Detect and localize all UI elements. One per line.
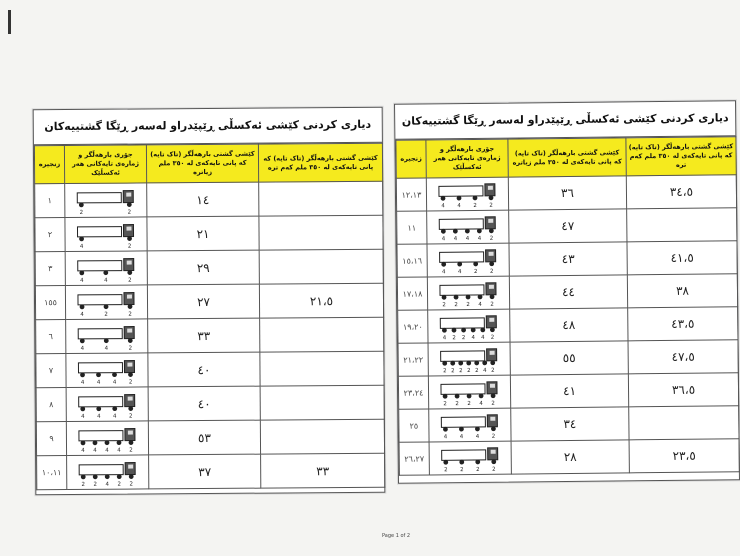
row-truck-type — [66, 387, 148, 422]
svg-text:4: 4 — [456, 203, 461, 210]
row-weight-over: ٤٠ — [148, 386, 260, 421]
row-weight-over: ٤٣ — [509, 242, 627, 276]
table-row — [398, 373, 738, 410]
svg-text:2: 2 — [443, 467, 448, 474]
svg-text:4: 4 — [79, 243, 83, 250]
table-row — [397, 274, 737, 311]
table-row — [399, 406, 739, 443]
truck-semi-4-442-icon — [76, 390, 138, 418]
row-truck-type — [429, 441, 511, 475]
truck-trailer-22-2-42-icon — [437, 279, 499, 308]
row-serial: ١٥٥ — [35, 286, 65, 320]
svg-text:2: 2 — [442, 368, 447, 375]
row-serial: ٧ — [36, 354, 66, 388]
svg-text:2: 2 — [490, 334, 494, 341]
right-sheet — [394, 100, 740, 484]
truck-trailer-2222-42-icon — [438, 345, 500, 374]
svg-text:2: 2 — [472, 202, 477, 209]
header-weight-over: کێشی گشتی بارهەڵگر (تاک تایە) کە پانی تایەکەی لە ٣٥٠ ملم زیاترە — [508, 138, 626, 177]
row-weight-over: ٣٤ — [511, 407, 629, 441]
table-row — [398, 307, 738, 344]
svg-text:2: 2 — [103, 311, 108, 318]
row-truck-type — [65, 217, 147, 252]
header-truck-type: جۆری بارهەڵگر و ژمارەی تایەکانی هەر ئەکسڵێک — [426, 139, 508, 178]
row-weight-over: ٤١ — [510, 374, 628, 408]
svg-text:2: 2 — [442, 401, 447, 408]
table-row — [37, 453, 385, 489]
table-row — [36, 385, 384, 421]
row-weight-over: ٤٨ — [510, 308, 628, 342]
svg-text:4: 4 — [478, 400, 483, 407]
row-weight-over: ٤٠ — [148, 352, 260, 387]
svg-text:2: 2 — [450, 368, 455, 375]
row-serial: ١ — [35, 184, 65, 218]
row-serial: ٨ — [36, 387, 66, 421]
row-serial: ١١ — [397, 211, 427, 244]
svg-text:4: 4 — [477, 301, 482, 308]
row-weight-under — [260, 419, 384, 454]
row-weight-over: ٢١ — [147, 216, 259, 251]
svg-text:2: 2 — [128, 413, 133, 420]
row-serial: ٢٥ — [399, 409, 429, 442]
truck-4axle-4-4-2-icon — [76, 322, 138, 350]
svg-text:4: 4 — [112, 379, 116, 386]
row-weight-under — [260, 385, 384, 420]
row-truck-type — [66, 319, 148, 354]
row-weight-under — [627, 208, 737, 242]
svg-text:2: 2 — [128, 447, 133, 454]
truck-2axle-4-2-icon — [75, 220, 137, 248]
svg-text:2: 2 — [81, 481, 85, 488]
row-weight-over: ٢٨ — [511, 440, 629, 474]
truck-semi-4-422-icon — [436, 180, 498, 209]
row-truck-type — [67, 455, 149, 490]
header-weight-over: کێشی گشتی بارهەڵگر (تاک تایە) کە پانی تایەکەی لە ٣٥٠ ملم زیاترە — [146, 144, 258, 183]
truck-semi-222-2-icon — [439, 444, 501, 473]
svg-text:4: 4 — [103, 277, 108, 284]
row-serial: ١٢،١٣ — [396, 178, 426, 211]
svg-text:4: 4 — [105, 481, 109, 488]
svg-text:4: 4 — [80, 345, 84, 352]
svg-text:2: 2 — [127, 209, 131, 216]
svg-text:2: 2 — [491, 466, 496, 473]
svg-text:4: 4 — [79, 277, 84, 284]
svg-text:2: 2 — [473, 268, 478, 275]
row-weight-under: ٤٣،٥ — [628, 307, 738, 341]
svg-text:2: 2 — [459, 467, 464, 474]
row-weight-over: ٤٤ — [509, 275, 627, 309]
row-truck-type — [66, 353, 148, 388]
row-weight-under — [260, 317, 384, 352]
svg-text:4: 4 — [96, 379, 100, 386]
truck-3axle-4-4-2-icon — [75, 254, 137, 282]
table-row — [36, 351, 384, 387]
row-weight-over: ٣٦ — [508, 176, 626, 210]
svg-text:2: 2 — [128, 345, 132, 352]
svg-text:4: 4 — [79, 311, 84, 318]
truck-semi-4-4-4-2-icon — [76, 356, 138, 384]
svg-text:2: 2 — [488, 202, 493, 209]
row-serial: ٩ — [36, 421, 66, 455]
row-serial: ٢١،٢٢ — [398, 343, 428, 376]
svg-text:2: 2 — [490, 367, 495, 374]
svg-text:2: 2 — [129, 481, 133, 488]
row-weight-over: ٢٩ — [147, 250, 259, 285]
svg-text:2: 2 — [458, 368, 463, 375]
row-serial: ٢٣،٢٤ — [398, 376, 428, 409]
svg-text:2: 2 — [475, 466, 480, 473]
header-truck-type: جۆری بارهەڵگر و ژمارەی تایەکانی هەر ئەکسڵێک — [64, 145, 146, 184]
truck-2axle-2-2-icon — [75, 186, 137, 214]
table-row — [399, 439, 739, 476]
svg-text:4: 4 — [443, 434, 447, 441]
svg-text:4: 4 — [441, 269, 446, 276]
header-weight-under: کێشی گشتی بارهەڵگر (تاک تایە) کە پانی تایەکەی لە ٣٥٠ ملم کەم ترە — [258, 143, 382, 182]
left-weight-table — [34, 143, 385, 490]
row-weight-over: ٥٥ — [510, 341, 628, 375]
table-row — [35, 181, 383, 217]
row-serial: ١٧،١٨ — [397, 277, 427, 310]
table-row — [35, 283, 383, 319]
table-row — [397, 241, 737, 278]
svg-text:2: 2 — [117, 481, 121, 488]
svg-text:2: 2 — [454, 401, 459, 408]
svg-text:2: 2 — [474, 367, 479, 374]
svg-text:4: 4 — [112, 413, 117, 420]
svg-text:2: 2 — [127, 311, 132, 318]
svg-text:4: 4 — [453, 236, 457, 243]
left-sheet — [33, 107, 386, 495]
truck-trailer-22-42-2-icon — [77, 458, 139, 486]
row-truck-type — [65, 285, 147, 320]
row-weight-under: ٢٣،٥ — [629, 439, 739, 473]
svg-text:4: 4 — [457, 269, 462, 276]
truck-semi-444-2-icon — [439, 411, 501, 440]
row-truck-type — [429, 408, 511, 442]
row-weight-over: ٣٧ — [149, 454, 261, 489]
header-serial: زنجیرە — [34, 146, 64, 184]
row-weight-over: ٢٧ — [147, 284, 259, 319]
row-serial: ٣ — [35, 252, 65, 286]
svg-text:4: 4 — [459, 434, 463, 441]
row-weight-under — [259, 249, 383, 284]
header-serial: زنجیرە — [396, 140, 426, 178]
truck-trailer-44-442-icon — [76, 424, 138, 452]
truck-trailer-42-2-442-icon — [438, 312, 500, 341]
right-weight-table — [395, 136, 739, 476]
row-weight-over: ١٤ — [147, 182, 259, 217]
row-serial: ٢ — [35, 218, 65, 252]
row-weight-under — [259, 215, 383, 250]
row-weight-under — [260, 351, 384, 386]
row-serial: ١٠،١١ — [37, 455, 67, 489]
table-row — [36, 317, 384, 353]
svg-text:4: 4 — [104, 345, 108, 352]
row-serial: ٦ — [36, 320, 66, 354]
svg-text:4: 4 — [104, 447, 109, 454]
svg-text:4: 4 — [475, 433, 479, 440]
table-row — [396, 175, 736, 212]
svg-text:4: 4 — [116, 447, 121, 454]
table-row — [35, 215, 383, 251]
svg-text:4: 4 — [480, 334, 485, 341]
svg-text:2: 2 — [466, 368, 471, 375]
svg-text:2: 2 — [489, 235, 493, 242]
truck-semi-44-442-icon — [437, 213, 499, 242]
row-weight-over: ٥٣ — [148, 420, 260, 455]
row-truck-type — [65, 251, 147, 286]
row-truck-type — [428, 309, 510, 343]
page-margin-mark — [8, 10, 11, 34]
row-weight-under: ٤١،٥ — [627, 241, 737, 275]
left-sheet-title: دیاری کردنی کێشی ئەکسڵی ڕێپێدراو لەسەر ڕێگا گشتییەکان — [34, 108, 382, 145]
truck-trailer-22-2-42b-icon — [438, 378, 500, 407]
svg-text:2: 2 — [489, 301, 494, 308]
row-truck-type — [427, 210, 509, 244]
row-weight-over: ٣٣ — [148, 318, 260, 353]
row-truck-type — [428, 375, 510, 409]
row-weight-under: ٤٧،٥ — [628, 340, 738, 374]
svg-text:2: 2 — [127, 243, 131, 250]
row-truck-type — [65, 183, 147, 218]
svg-text:4: 4 — [441, 236, 445, 243]
row-serial: ١٥،١٦ — [397, 244, 427, 277]
svg-text:2: 2 — [128, 379, 132, 386]
svg-text:2: 2 — [461, 335, 465, 342]
svg-text:2: 2 — [491, 433, 495, 440]
row-truck-type — [66, 421, 148, 456]
svg-text:4: 4 — [477, 235, 481, 242]
row-weight-under: ٢١،٥ — [259, 283, 383, 318]
truck-semi-4-422b-icon — [437, 246, 499, 275]
svg-text:4: 4 — [80, 379, 84, 386]
row-weight-under — [629, 406, 739, 440]
row-truck-type — [426, 177, 508, 211]
truck-3axle-4-2-2-icon — [75, 288, 137, 316]
svg-text:2: 2 — [453, 302, 458, 309]
row-weight-under: ٣٨ — [627, 274, 737, 308]
svg-text:2: 2 — [451, 335, 456, 342]
svg-text:4: 4 — [465, 236, 469, 243]
row-weight-under: ٣٦،٥ — [628, 373, 738, 407]
svg-text:4: 4 — [440, 203, 445, 210]
page-number: Page 1 of 2 — [382, 533, 411, 539]
svg-text:2: 2 — [127, 277, 132, 284]
header-weight-under: کێشی گشتی بارهەڵگر (تاک تایە) کە پانی تایەکەی لە ٣٥٠ ملم کەم ترە — [626, 137, 736, 176]
svg-text:2: 2 — [466, 401, 471, 408]
svg-text:2: 2 — [489, 268, 494, 275]
row-serial: ١٩،٢٠ — [398, 310, 428, 343]
svg-text:2: 2 — [490, 400, 495, 407]
svg-text:2: 2 — [465, 302, 470, 309]
table-row — [398, 340, 738, 377]
svg-text:2: 2 — [93, 481, 97, 488]
svg-text:2: 2 — [79, 209, 83, 216]
table-row — [35, 249, 383, 285]
svg-text:4: 4 — [470, 334, 475, 342]
row-serial: ٢٦،٢٧ — [399, 442, 429, 475]
table-row — [36, 419, 384, 455]
svg-text:4: 4 — [80, 413, 85, 420]
svg-text:4: 4 — [80, 447, 85, 454]
table-row — [397, 208, 737, 245]
row-weight-over: ٤٧ — [509, 209, 627, 243]
row-truck-type — [428, 342, 510, 376]
row-weight-under — [259, 181, 383, 216]
right-sheet-title: دیاری کردنی کێشی ئەکسڵی ڕێپێدراو لەسەر ڕێگا گشتییەکان — [395, 101, 735, 140]
row-weight-under: ٣٤،٥ — [626, 175, 736, 209]
row-weight-under: ٣٣ — [261, 453, 385, 488]
svg-text:2: 2 — [441, 302, 446, 309]
svg-text:4: 4 — [92, 447, 97, 454]
row-truck-type — [427, 243, 509, 277]
svg-text:4: 4 — [482, 367, 487, 374]
svg-text:4: 4 — [442, 335, 446, 342]
svg-text:4: 4 — [96, 413, 101, 420]
row-truck-type — [427, 276, 509, 310]
